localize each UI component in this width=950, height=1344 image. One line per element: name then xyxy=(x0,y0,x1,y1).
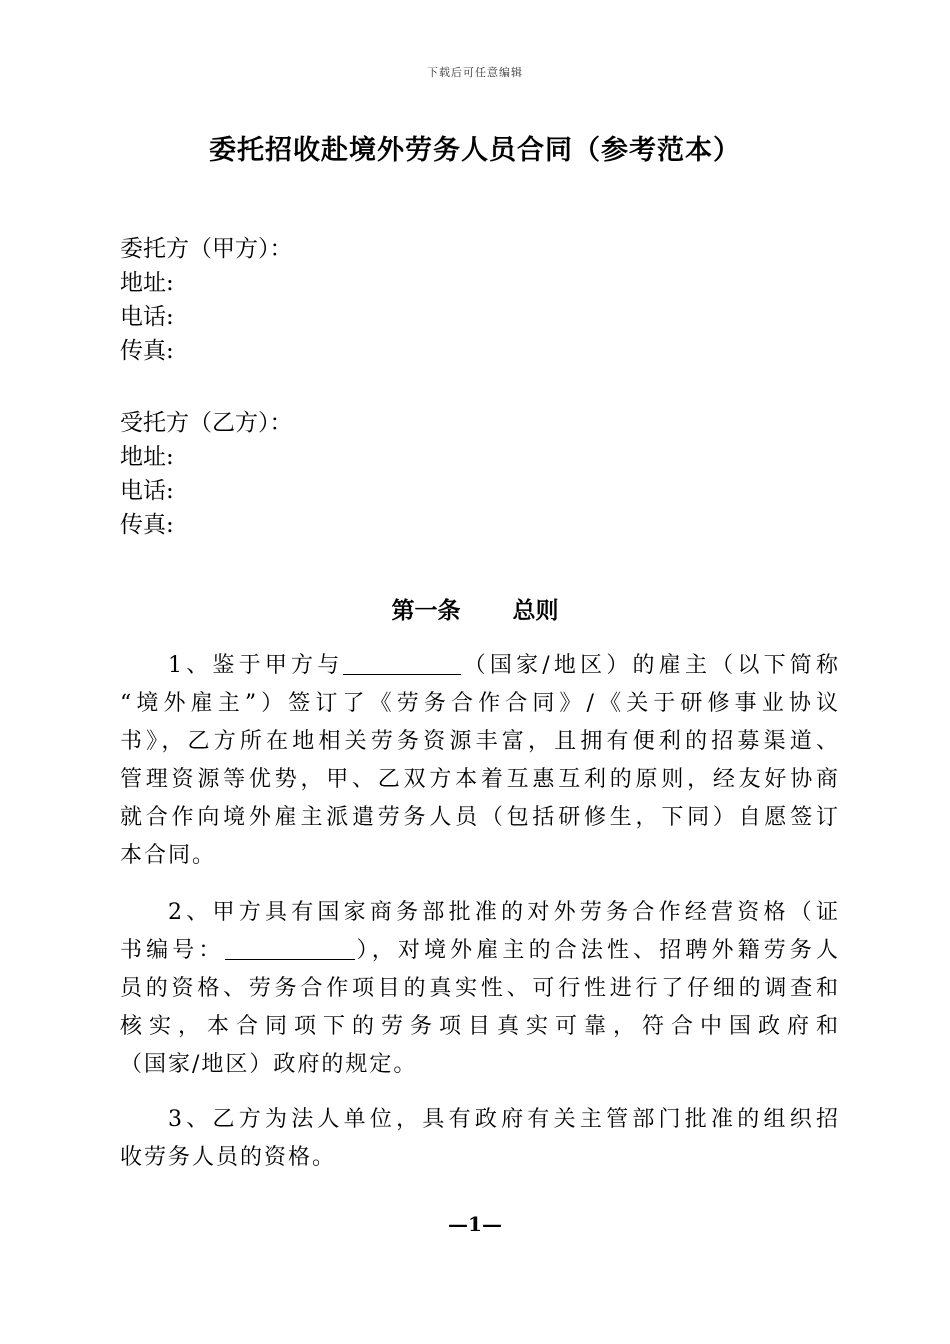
paragraph-3-line: 3、乙方为法人单位，具有政府有关主管部门批准的组织招 xyxy=(168,1107,840,1132)
party-a-block xyxy=(120,232,293,368)
party-b-address: 地址: xyxy=(120,444,174,470)
document-title: 委托招收赴境外劳务人员合同（参考范本） xyxy=(209,135,741,166)
paragraph-1-line: 管理资源等优势，甲、乙双方本着互惠互利的原则，经友好协商 xyxy=(120,767,840,792)
paragraph-2 xyxy=(120,894,840,1084)
paragraph-2-line: 书编号： ），对境外雇主的合法性、招聘外籍劳务人 xyxy=(120,932,840,970)
paragraph-2-line: 2、甲方具有国家商务部批准的对外劳务合作经营资格（证 xyxy=(168,900,840,925)
page-number: —1— xyxy=(448,1212,502,1236)
party-b-phone: 电话: xyxy=(120,478,174,504)
section-name: 总则 xyxy=(512,597,559,624)
party-a-fax: 传真: xyxy=(120,338,174,364)
section-heading xyxy=(0,592,950,625)
blank-country-field[interactable] xyxy=(343,650,461,675)
party-a-label: 委托方（甲方）： xyxy=(120,236,293,262)
paragraph-3-line: 收劳务人员的资格。 xyxy=(120,1145,337,1170)
paragraph-2-line: 员的资格、劳务合作项目的真实性、可行性进行了仔细的调查和 xyxy=(120,976,840,1001)
paragraph-1-line: 书》，乙方所在地相关劳务资源丰富，且拥有便利的招募渠道、 xyxy=(120,729,840,754)
party-a-address: 地址: xyxy=(120,270,174,296)
section-number: 第一条 xyxy=(391,597,461,624)
paragraph-1-line: “境外雇主”）签订了《劳务合作合同》/《关于研修事业协议 xyxy=(120,691,840,716)
paragraph-1-line: 就合作向境外雇主派遣劳务人员（包括研修生，下同）自愿签订 xyxy=(120,805,840,830)
paragraph-2-line: 核实，本合同项下的劳务项目真实可靠，符合中国政府和 xyxy=(120,1014,840,1039)
party-b-block xyxy=(120,406,293,542)
paragraph-3 xyxy=(120,1101,840,1177)
paragraph-1-line: 本合同。 xyxy=(120,843,217,868)
paragraph-1 xyxy=(120,647,840,875)
party-b-fax: 传真: xyxy=(120,512,174,538)
party-b-label: 受托方（乙方）： xyxy=(120,410,293,436)
header-note: 下载后可任意编辑 xyxy=(427,66,523,79)
paragraph-1-line: 1、鉴于甲方与 （国家/地区）的雇主（以下简称 xyxy=(120,647,840,685)
blank-certificate-number-field[interactable] xyxy=(225,935,355,960)
party-a-phone: 电话: xyxy=(120,304,174,330)
paragraph-2-line: （国家/地区）政府的规定。 xyxy=(120,1052,418,1077)
